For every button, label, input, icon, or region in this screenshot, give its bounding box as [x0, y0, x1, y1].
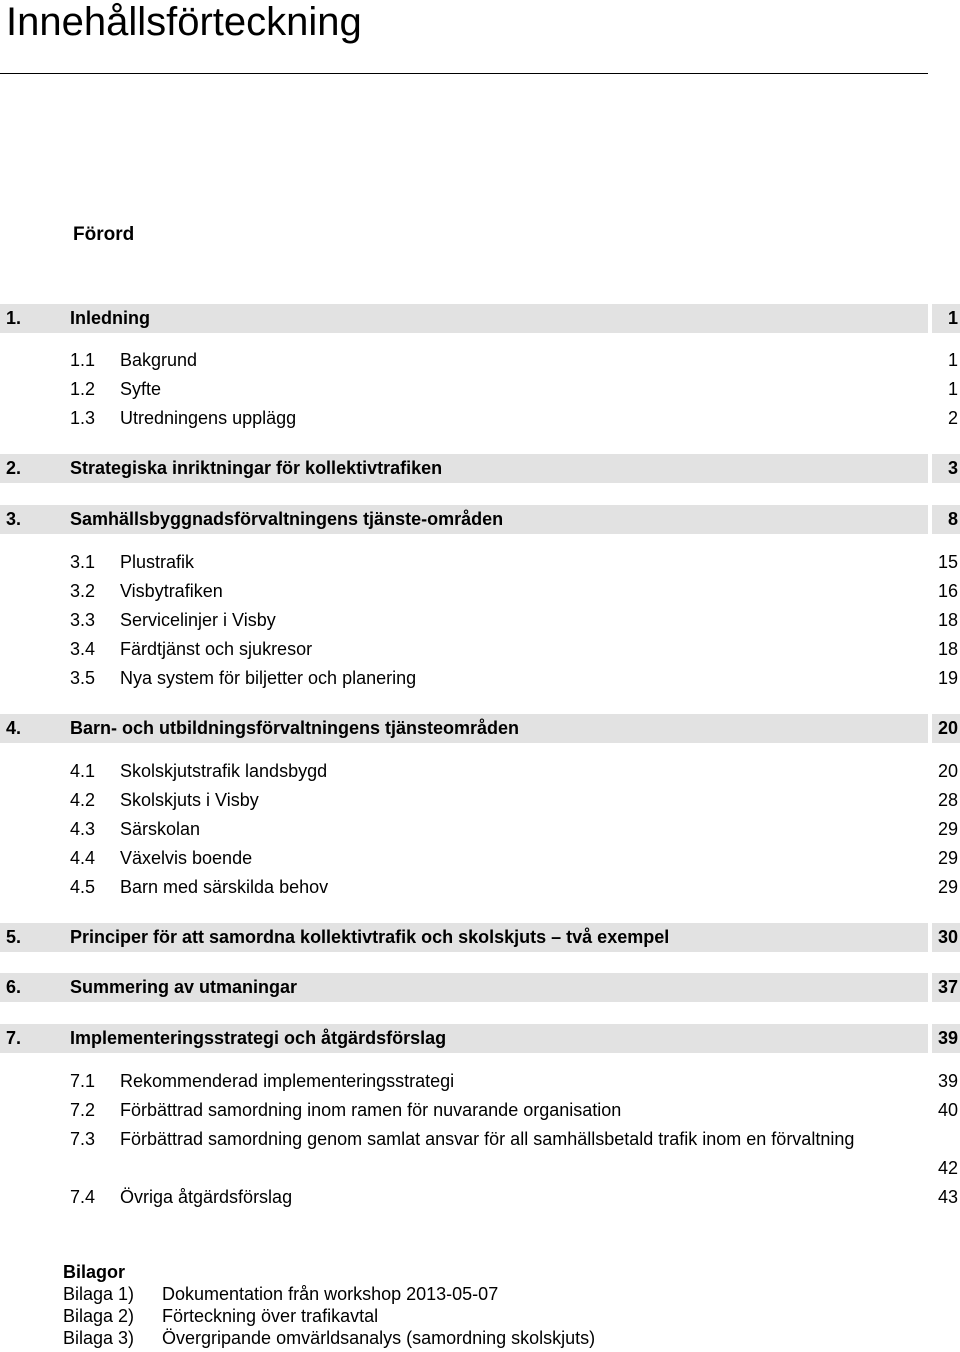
toc-number: 7.1: [70, 1071, 96, 1091]
toc-chapter-row: [0, 505, 960, 534]
toc-label: Servicelinjer i Visby: [120, 610, 276, 630]
toc-label: Rekommenderad implementeringsstrategi: [120, 1071, 455, 1091]
toc-chapter-row: [0, 973, 960, 1002]
toc-page-number: 37: [937, 977, 958, 997]
toc-number: 1.3: [70, 408, 96, 428]
toc-page-number: 30: [937, 927, 958, 947]
toc-section-row: [0, 404, 960, 433]
toc-label: Plustrafik: [120, 552, 195, 572]
toc-page-number: 18: [937, 639, 958, 659]
toc-label: Nya system för biljetter och planering: [120, 668, 417, 688]
toc-label: Övriga åtgärdsförslag: [120, 1187, 293, 1207]
toc-chapter-row: [0, 923, 960, 952]
appendix-item: [63, 1305, 379, 1327]
toc-label: Inledning: [70, 308, 150, 328]
toc-section-row: [0, 1096, 960, 1125]
toc-page-number: 15: [937, 552, 958, 572]
toc-label: Principer för att samordna kollektivtrafik och skolskjuts – två exempel: [70, 927, 670, 947]
toc-label: Barn- och utbildningsförvaltningens tjänsteområden: [70, 718, 520, 738]
toc-page-number: 20: [937, 761, 958, 781]
toc-page-number: 19: [937, 668, 958, 688]
appendix-list: [63, 1261, 596, 1349]
toc-page-number: 29: [937, 877, 958, 897]
toc-label: Förbättrad samordning genom samlat ansvar för all samhällsbetald trafik inom en förvaltning: [120, 1129, 855, 1149]
title-divider: [0, 73, 928, 74]
page-title: Innehållsförteckning: [6, 0, 362, 44]
toc-label: Visbytrafiken: [120, 581, 223, 601]
toc-page-number: 18: [937, 610, 958, 630]
appendix-item: [63, 1283, 499, 1305]
toc-number: 3.4: [70, 639, 96, 659]
toc-number: 3.2: [70, 581, 96, 601]
toc-chapter-row: [0, 304, 960, 333]
toc-number: 1.2: [70, 379, 96, 399]
toc-page-number: 2: [947, 408, 958, 428]
toc-number: 3.: [6, 509, 22, 529]
toc-number: 3.1: [70, 552, 96, 572]
toc-number: 7.3: [70, 1129, 96, 1149]
appendix-item-label: Dokumentation från workshop 2013-05-07: [162, 1284, 499, 1304]
foreword-heading: Förord: [73, 224, 135, 245]
toc-label: Barn med särskilda behov: [120, 877, 329, 897]
toc-section-row: [0, 1067, 960, 1096]
toc-page-number: 29: [937, 819, 958, 839]
toc-label: Bakgrund: [120, 350, 198, 370]
toc-label: Skolskjuts i Visby: [120, 790, 259, 810]
toc-number: 7.: [6, 1028, 22, 1048]
toc-number: 4.1: [70, 761, 96, 781]
appendix-item-number: Bilaga 2): [63, 1306, 135, 1326]
toc-page-number: 40: [937, 1100, 958, 1120]
toc-chapter-row: [0, 454, 960, 483]
toc-section-row: [0, 1125, 960, 1183]
toc-page-number: 1: [947, 379, 958, 399]
toc-page-number: 1: [947, 350, 958, 370]
toc-number: 4.2: [70, 790, 96, 810]
toc-number: 4.4: [70, 848, 96, 868]
toc-section-row: [0, 548, 960, 577]
toc-section-row: [0, 346, 960, 375]
toc-page-number: 39: [937, 1071, 958, 1091]
toc-number: 5.: [6, 927, 22, 947]
toc-page-number: 43: [937, 1187, 958, 1207]
toc-label: Strategiska inriktningar för kollektivtrafiken: [70, 458, 443, 478]
toc-section-row: [0, 375, 960, 404]
toc-label: Förbättrad samordning inom ramen för nuvarande organisation: [120, 1100, 622, 1120]
toc-page-number: 16: [937, 581, 958, 601]
appendix-item-number: Bilaga 3): [63, 1328, 135, 1348]
toc-number: 7.2: [70, 1100, 96, 1120]
toc-label: Samhällsbyggnadsförvaltningens tjänste-områden: [70, 509, 504, 529]
toc-number: 4.: [6, 718, 22, 738]
toc-number: 7.4: [70, 1187, 96, 1207]
toc-section-row: [0, 815, 960, 844]
appendix-item-label: Förteckning över trafikavtal: [162, 1306, 379, 1326]
toc-page-number: 29: [937, 848, 958, 868]
toc-section-row: [0, 635, 960, 664]
toc-label: Särskolan: [120, 819, 201, 839]
toc-number: 1.: [6, 308, 22, 328]
toc-label: Utredningens upplägg: [120, 408, 297, 428]
toc-chapter-row: [0, 714, 960, 743]
toc-page-number: 8: [947, 509, 958, 529]
toc-number: 4.3: [70, 819, 96, 839]
toc-section-row: [0, 786, 960, 815]
toc-number: 3.5: [70, 668, 96, 688]
toc-number: 6.: [6, 977, 22, 997]
toc-section-row: [0, 577, 960, 606]
toc-label: Skolskjutstrafik landsbygd: [120, 761, 328, 781]
toc-label: Summering av utmaningar: [70, 977, 298, 997]
toc-label: Färdtjänst och sjukresor: [120, 639, 313, 659]
toc-section-row: [0, 757, 960, 786]
toc-label: Implementeringsstrategi och åtgärdsförslag: [70, 1028, 447, 1048]
toc-page-number: 20: [937, 718, 958, 738]
appendix-item-label: Övergripande omvärldsanalys (samordning skolskjuts): [162, 1328, 596, 1348]
toc-section-row: [0, 873, 960, 902]
toc-label: Syfte: [120, 379, 162, 399]
appendix-item-number: Bilaga 1): [63, 1284, 135, 1304]
toc-number: 2.: [6, 458, 22, 478]
toc-section-row: [0, 1183, 960, 1212]
toc-section-row: [0, 664, 960, 693]
toc-section-row: [0, 606, 960, 635]
toc-label: Växelvis boende: [120, 848, 253, 868]
toc-section-row: [0, 844, 960, 873]
appendix-heading: Bilagor: [63, 1262, 126, 1282]
toc-chapter-row: [0, 1024, 960, 1053]
toc-number: 1.1: [70, 350, 96, 370]
toc-number: 4.5: [70, 877, 96, 897]
toc-page-number: 42: [937, 1158, 958, 1178]
toc-page-number: 28: [937, 790, 958, 810]
toc-page-number: 3: [947, 458, 958, 478]
toc-page-number: 39: [937, 1028, 958, 1048]
appendix-item: [63, 1327, 596, 1349]
toc-page-number: 1: [947, 308, 958, 328]
toc-number: 3.3: [70, 610, 96, 630]
